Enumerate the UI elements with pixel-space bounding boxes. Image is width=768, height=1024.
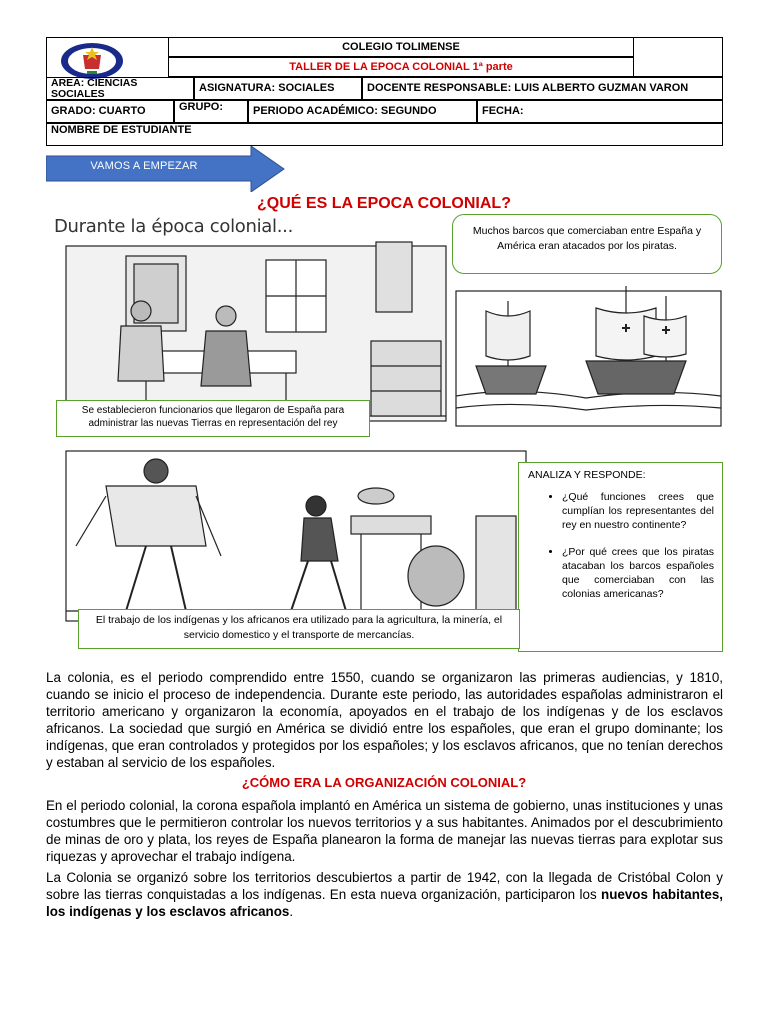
page-title: ¿QUÉ ES LA EPOCA COLONIAL?	[257, 195, 511, 212]
paragraph-organizacion: En el periodo colonial, la corona española implantó en América un sistema de gobierno, unas instituciones y unas costumbres que le permitieron controlar los nuevos territorios y a sus habitantes. Animados por el descubrimiento de minas de oro y plata, los reyes de España planearon la forma de manejar las nuevas tierras para explotar sus riquezas y aprovechar el trabajo indígena.	[46, 798, 723, 864]
section-subtitle: ¿CÓMO ERA LA ORGANIZACIÓN COLONIAL?	[241, 775, 527, 790]
paragraph-participantes	[46, 869, 723, 920]
banner-label: VAMOS A EMPEZAR	[90, 160, 198, 172]
labor-caption: El trabajo de los indígenas y los africanos era utilizado para la agricultura, la minería, el servicio domestico y el transporte de mercancías.	[78, 609, 520, 649]
school-crest-icon	[59, 41, 125, 81]
header-blank-cell	[633, 37, 723, 77]
question-item: • ¿Por qué crees que los piratas atacaban los barcos españoles que comerciaban con las colonias americanas?	[562, 545, 714, 601]
teacher-label: DOCENTE RESPONSABLE: LUIS ALBERTO GUZMAN VARON	[362, 77, 723, 100]
paragraph-bold-text: nuevos habitantes, los indígenas y los esclavos africanos	[46, 887, 723, 919]
period-label: PERIODO ACADÉMICO: SEGUNDO	[248, 100, 477, 123]
paragraph-text: La Colonia se organizó sobre los territorios descubiertos a partir de 1942, con la llegada de Cristóbal Colon y sobre las tierras conquistadas a los indígenas. En esta nueva organización, participaron los	[46, 870, 723, 902]
subject-label: ASIGNATURA: SOCIALES	[194, 77, 362, 100]
analyze-heading: ANALIZA Y RESPONDE:	[528, 469, 646, 481]
date-field[interactable]: FECHA:	[477, 100, 723, 123]
pirates-speech-bubble: Muchos barcos que comerciaban entre España y América eran atacados por los piratas.	[452, 214, 722, 274]
workshop-title: TALLER DE LA EPOCA COLONIAL 1ª parte	[168, 57, 634, 77]
group-field[interactable]: GRUPO:	[174, 100, 248, 123]
paragraph-colonia: La colonia, es el periodo comprendido entre 1550, cuando se organizaron las primeras audiencias, y 1810, cuando se inicio el proceso de independencia. Durante este periodo, las autoridades españolas administraron el territorio americano y organizaron la economía, apoyados en el trabajo de los indígenas y de los esclavos africanos. La sociedad que surgió en América se dividió entre los españoles, que eran el grupo dominante; los indígenas, que eran controlados y protegidos por los españoles; y los esclavos africanos, que no tenían derechos y estaban al servicio de los españoles.	[46, 670, 723, 770]
analyze-respond-box	[518, 462, 723, 652]
paragraph-end: .	[289, 904, 294, 919]
grade-label: GRADO: CUARTO	[46, 100, 174, 123]
school-name: COLEGIO TOLIMENSE	[168, 37, 634, 57]
student-name-field[interactable]: NOMBRE DE ESTUDIANTE	[46, 123, 723, 146]
area-label: ÁREA: CIENCIAS SOCIALES	[46, 77, 194, 100]
question-list	[528, 490, 714, 601]
officials-caption: Se establecieron funcionarios que llegaron de España para administrar las nuevas Tierras en representación del rey	[56, 400, 370, 437]
question-item: • ¿Qué funciones crees que cumplían los representantes del rey en nuestro continente?	[562, 490, 714, 532]
illustration-heading: Durante la época colonial...	[54, 216, 294, 237]
